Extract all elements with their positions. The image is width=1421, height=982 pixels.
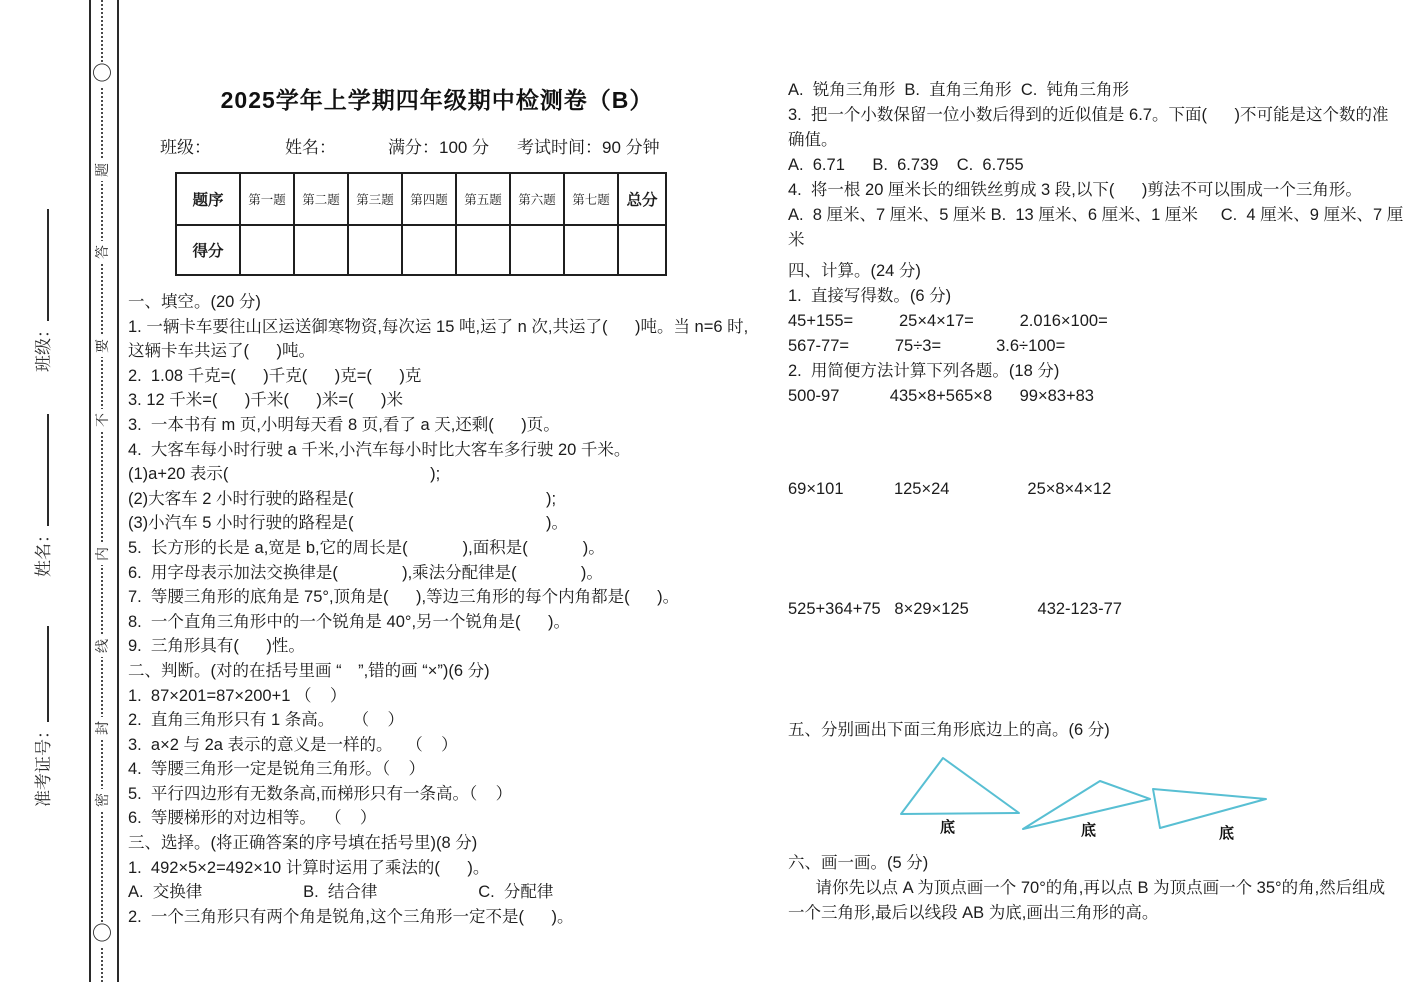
fill-q1-line2: 这辆卡车共运了( )吨。 bbox=[128, 342, 315, 361]
margin-class-label: 班级： bbox=[34, 321, 53, 372]
judge-q6: 6. 等腰梯形的对边相等。 （ ） bbox=[128, 809, 377, 828]
judge-q5: 5. 平行四边形有无数条高,而梯形只有一条高。（ ） bbox=[128, 784, 513, 803]
fill-q1-line1: 1. 一辆卡车要往山区运送御寒物资,每次运 15 吨,运了 n 次,共运了( )吨。当 n=6 时, bbox=[128, 317, 749, 336]
choice-q3-line1: 3. 把一个小数保留一位小数后得到的近似值是 6.7。下面( )不可能是这个数的准 bbox=[788, 106, 1389, 124]
section4-heading: 四、计算。(24 分) bbox=[788, 262, 921, 280]
margin-admission-blank bbox=[33, 626, 49, 722]
margin-class-field bbox=[33, 157, 53, 372]
choice-q1: 1. 492×5×2=492×10 计算时运用了乘法的( )。 bbox=[128, 858, 490, 877]
class-label: 班级： bbox=[160, 138, 211, 157]
choice-q3-options: A. 6.71 B. 6.739 C. 6.755 bbox=[788, 156, 1024, 174]
score-table-col-total: 总分 bbox=[618, 173, 666, 225]
fill-q5: 5. 长方形的长是 a,宽是 b,它的周长是( ),面积是( )。 bbox=[128, 538, 605, 557]
score-table-col-tixu: 题序 bbox=[176, 173, 240, 225]
seal-char-yao: 要 bbox=[92, 335, 112, 357]
calc-simplify-row1: 500-97 435×8+565×8 99×83+83 bbox=[788, 387, 1094, 405]
score-table bbox=[175, 172, 667, 276]
fill-q8: 8. 一个直角三角形中的一个锐角是 40°,另一个锐角是( )。 bbox=[128, 612, 571, 631]
margin-border-line-right bbox=[117, 0, 119, 982]
score-table-score-row bbox=[176, 225, 666, 275]
margin-admission-label: 准考证号： bbox=[34, 722, 53, 807]
margin-name-blank bbox=[33, 414, 49, 526]
calc-direct-row2: 567-77= 75÷3= 3.6÷100= bbox=[788, 337, 1066, 355]
section2-heading: 二、判断。(对的在括号里画 “ ”,错的画 “×”)(6 分) bbox=[128, 661, 490, 680]
triangle-3-base-label: 底 bbox=[1219, 825, 1235, 842]
judge-q1: 1. 87×201=87×200+1 （ ） bbox=[128, 686, 347, 705]
score-cell bbox=[402, 225, 456, 275]
fill-q4-sub1: (1)a+20 表示( ); bbox=[128, 465, 441, 484]
draw-q-line1: 请你先以点 A 为顶点画一个 70°的角,再以点 B 为顶点画一个 35°的角,然后组成 bbox=[788, 879, 1386, 897]
student-info-row bbox=[128, 133, 746, 158]
section6-heading: 六、画一画。(5 分) bbox=[788, 854, 929, 872]
section3-heading: 三、选择。(将正确答案的序号填在括号里)(8 分) bbox=[128, 834, 478, 853]
seal-circle-bottom: 〇 bbox=[92, 923, 112, 945]
fill-q9: 9. 三角形具有( )性。 bbox=[128, 637, 305, 656]
score-table-col-q7: 第七题 bbox=[564, 173, 618, 225]
seal-char-nei: 内 bbox=[92, 543, 112, 565]
score-row-label: 得分 bbox=[176, 225, 240, 275]
score-table-col-q4: 第四题 bbox=[402, 173, 456, 225]
calc-simplify-row3: 525+364+75 8×29×125 432-123-77 bbox=[788, 600, 1122, 618]
choice-q4-options-line1: A. 8 厘米、7 厘米、5 厘米 B. 13 厘米、6 厘米、1 厘米 C. 4 厘米、9 厘米、7 厘 bbox=[788, 206, 1404, 224]
fill-q3b: 3. 一本书有 m 页,小明每天看 8 页,看了 a 天,还剩( )页。 bbox=[128, 415, 560, 434]
triangle-1 bbox=[901, 758, 1019, 814]
triangles-figure bbox=[888, 748, 1308, 843]
score-table-col-q2: 第二题 bbox=[294, 173, 348, 225]
page-title: 2025学年上学期四年级期中检测卷（B） bbox=[220, 87, 654, 113]
seal-char-bu: 不 bbox=[92, 409, 112, 431]
seal-char-xian: 线 bbox=[92, 635, 112, 657]
margin-name-field bbox=[33, 387, 53, 577]
score-cell bbox=[456, 225, 510, 275]
seal-dotted-line bbox=[101, 0, 103, 982]
choice-q4: 4. 将一根 20 厘米长的细铁丝剪成 3 段,以下( )剪法不可以围成一个三角形。 bbox=[788, 181, 1362, 199]
margin-border-line-left bbox=[89, 0, 91, 982]
choice-q2-options: A. 锐角三角形 B. 直角三角形 C. 钝角三角形 bbox=[788, 81, 1130, 99]
fill-q4-sub2: (2)大客车 2 小时行驶的路程是( ); bbox=[128, 489, 557, 508]
judge-q3: 3. a×2 与 2a 表示的意义是一样的。 （ ） bbox=[128, 735, 458, 754]
section5-heading: 五、分别画出下面三角形底边上的高。(6 分) bbox=[788, 721, 1110, 739]
score-cell bbox=[294, 225, 348, 275]
choice-q2: 2. 一个三角形只有两个角是锐角,这个三角形一定不是( )。 bbox=[128, 907, 574, 926]
triangle-2-base-label: 底 bbox=[1081, 822, 1097, 839]
seal-char-da: 答 bbox=[92, 241, 112, 263]
choice-q4-options-line2: 米 bbox=[788, 231, 805, 249]
score-table-col-q6: 第六题 bbox=[510, 173, 564, 225]
judge-q2: 2. 直角三角形只有 1 条高。 （ ） bbox=[128, 711, 404, 730]
fill-q4-sub3: (3)小汽车 5 小时行驶的路程是( )。 bbox=[128, 514, 569, 533]
fill-q6: 6. 用字母表示加法交换律是( ),乘法分配律是( )。 bbox=[128, 563, 603, 582]
fill-q3a: 3. 12 千米=( )千米( )米=( )米 bbox=[128, 391, 404, 410]
margin-name-label: 姓名： bbox=[34, 526, 53, 577]
score-table-col-q5: 第五题 bbox=[456, 173, 510, 225]
calc-simplify-row2: 69×101 125×24 25×8×4×12 bbox=[788, 480, 1112, 498]
calc-simplify-heading: 2. 用简便方法计算下列各题。(18 分) bbox=[788, 362, 1060, 380]
margin-admission-field bbox=[33, 592, 53, 807]
seal-char-feng: 封 bbox=[92, 717, 112, 739]
score-table-header-row bbox=[176, 173, 666, 225]
score-table-col-q3: 第三题 bbox=[348, 173, 402, 225]
score-cell bbox=[564, 225, 618, 275]
calc-direct-row1: 45+155= 25×4×17= 2.016×100= bbox=[788, 312, 1108, 330]
right-column bbox=[788, 78, 1416, 926]
score-cell bbox=[618, 225, 666, 275]
exam-time-label: 考试时间：90 分钟 bbox=[517, 138, 660, 157]
choice-q1-options: A. 交换律 B. 结合律 C. 分配律 bbox=[128, 883, 554, 902]
draw-q-line2: 一个三角形,最后以线段 AB 为底,画出三角形的高。 bbox=[788, 904, 1159, 922]
full-score-label: 满分：100 分 bbox=[388, 138, 490, 157]
section1-heading: 一、填空。(20 分) bbox=[128, 293, 261, 311]
triangle-1-base-label: 底 bbox=[940, 819, 956, 836]
fill-q2: 2. 1.08 千克=( )千克( )克=( )克 bbox=[128, 366, 422, 385]
name-label: 姓名： bbox=[285, 138, 336, 157]
calc-direct-heading: 1. 直接写得数。(6 分) bbox=[788, 287, 952, 305]
margin-class-blank bbox=[33, 209, 49, 321]
left-column bbox=[128, 70, 749, 929]
fill-q7: 7. 等腰三角形的底角是 75°,顶角是( ),等边三角形的每个内角都是( )。 bbox=[128, 588, 680, 607]
score-cell bbox=[348, 225, 402, 275]
fill-q4: 4. 大客车每小时行驶 a 千米,小汽车每小时比大客车多行驶 20 千米。 bbox=[128, 440, 631, 459]
triangle-3 bbox=[1153, 789, 1266, 828]
choice-q3-line2: 确值。 bbox=[788, 131, 838, 149]
judge-q4: 4. 等腰三角形一定是锐角三角形。（ ） bbox=[128, 760, 426, 779]
score-cell bbox=[510, 225, 564, 275]
seal-char-ti: 题 bbox=[92, 159, 112, 181]
score-cell bbox=[240, 225, 294, 275]
left-column-text bbox=[128, 290, 749, 929]
seal-circle-top: 〇 bbox=[92, 63, 112, 85]
score-table-col-q1: 第一题 bbox=[240, 173, 294, 225]
seal-char-mi: 密 bbox=[92, 789, 112, 811]
